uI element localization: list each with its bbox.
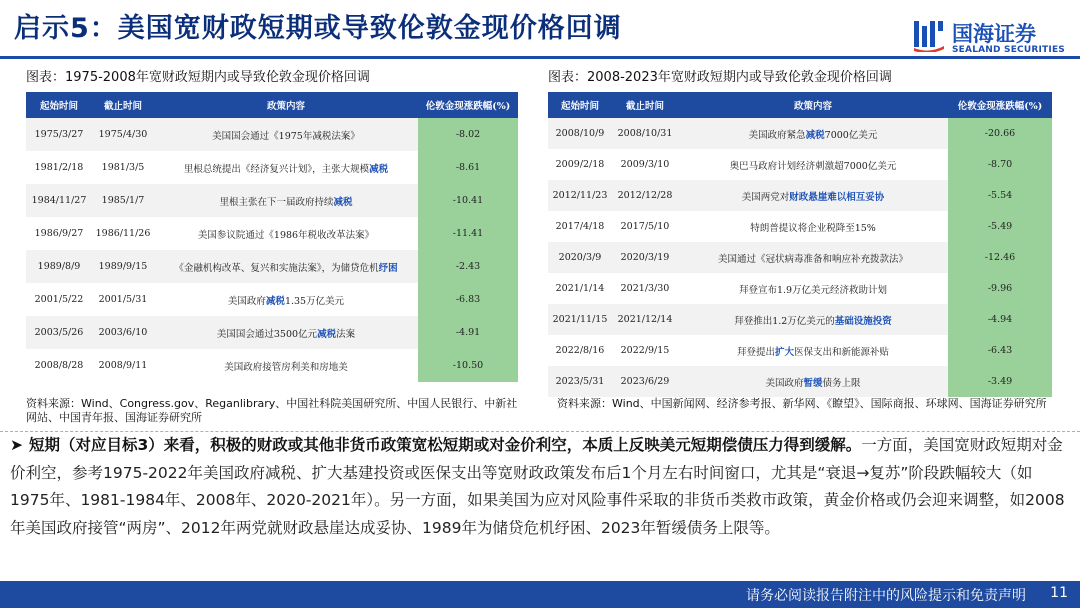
start-date-cell: 1984/11/27 — [26, 184, 92, 217]
col-start-date: 起始时间 — [548, 92, 612, 118]
policy-text: 7000亿美元 — [824, 129, 878, 141]
gold-change-cell: -20.66 — [948, 118, 1052, 149]
gold-change-cell: -4.91 — [418, 316, 518, 349]
policy-highlight: 暂缓 — [803, 377, 823, 389]
policy-highlight: 减税 — [265, 295, 285, 307]
end-date-cell: 2001/5/31 — [92, 283, 154, 316]
start-date-cell: 2003/5/26 — [26, 316, 92, 349]
lead-sentence: 短期（对应目标3）来看，积极的财政或其他非货币政策宽松短期或对金价利空，本质上反映美元短期偿债压力得到缓解。 — [29, 436, 862, 454]
table-row — [548, 180, 1052, 211]
gold-change-cell: -8.61 — [418, 151, 518, 184]
policy-text: 1.35万亿美元 — [284, 295, 345, 307]
logo-name-en: SEALAND SECURITIES — [952, 45, 1065, 55]
end-date-cell: 2003/6/10 — [92, 316, 154, 349]
end-date-cell: 2021/3/30 — [612, 273, 678, 304]
right-policy-table — [548, 92, 1052, 397]
policy-text: 《金融机构改革、复兴和实施法案》，为储贷危机 — [174, 262, 379, 274]
table-row — [548, 118, 1052, 149]
policy-text: 医保支出和新能源补贴 — [794, 346, 890, 358]
start-date-cell: 2017/4/18 — [548, 211, 612, 242]
table-header-row — [26, 92, 518, 118]
end-date-cell: 2021/12/14 — [612, 304, 678, 335]
policy-text: 美国政府 — [765, 377, 804, 389]
policy-highlight: 财政悬崖难以相互妥协 — [789, 191, 885, 203]
sealand-logo-icon — [912, 18, 946, 52]
policy-text: 美国通过《冠状病毒准备和响应补充拨款法》 — [717, 253, 908, 265]
policy-text: 里根总统提出《经济复兴计划》，主张大规模 — [183, 163, 370, 175]
end-date-cell: 1975/4/30 — [92, 118, 154, 151]
table-row — [26, 283, 518, 316]
policy-cell — [154, 118, 418, 151]
policy-text: 美国参议院通过《1986年税收改革法案》 — [197, 229, 375, 241]
gold-change-cell: -5.49 — [948, 211, 1052, 242]
col-policy: 政策内容 — [678, 92, 948, 118]
policy-highlight: 减税 — [369, 163, 389, 175]
end-date-cell: 1981/3/5 — [92, 151, 154, 184]
policy-text: 拜登推出1.2万亿美元的 — [734, 315, 835, 327]
body-text: 一方面，美国宽财政短期对金价利空，参考1975-2022年美国政府减税、扩大基建投资或医保支出等宽财政政策发布后1个月左右时间窗口，尤其是“衰退→复苏”阶段跌幅较大（如1975年、1981-1984年、2008年、2020-2021年）。另一方面，如果美国为应对风险事件采取的非货币类救市政策，黄金价格或仍会迎来调整，如2008年美国政府接管“两房”、2012年两党就财政悬崖达成妥协、1989年为储贷危机纾困、2023年暂缓债务上限等。 — [10, 436, 1065, 537]
left-policy-table — [26, 92, 518, 382]
col-policy: 政策内容 — [154, 92, 418, 118]
end-date-cell: 1985/1/7 — [92, 184, 154, 217]
gold-change-cell: -2.43 — [418, 250, 518, 283]
gold-change-cell: -5.54 — [948, 180, 1052, 211]
policy-cell — [154, 250, 418, 283]
table-row — [26, 250, 518, 283]
start-date-cell: 2020/3/9 — [548, 242, 612, 273]
policy-cell — [154, 184, 418, 217]
policy-text: 里根主张在下一届政府持续 — [219, 196, 334, 208]
table-row — [26, 118, 518, 151]
policy-cell — [678, 180, 948, 211]
policy-text: 债务上限 — [822, 377, 861, 389]
end-date-cell: 1986/11/26 — [92, 217, 154, 250]
policy-text: 特朗普提议将企业税降至15% — [750, 222, 876, 234]
policy-text: 法案 — [336, 328, 356, 340]
body-paragraph — [10, 432, 1070, 542]
start-date-cell: 2021/11/15 — [548, 304, 612, 335]
start-date-cell: 2008/10/9 — [548, 118, 612, 149]
end-date-cell: 2008/9/11 — [92, 349, 154, 382]
table-row — [26, 184, 518, 217]
end-date-cell: 2012/12/28 — [612, 180, 678, 211]
gold-change-cell: -11.41 — [418, 217, 518, 250]
start-date-cell: 1989/8/9 — [26, 250, 92, 283]
policy-cell — [678, 335, 948, 366]
policy-highlight: 减税 — [333, 196, 353, 208]
gold-change-cell: -12.46 — [948, 242, 1052, 273]
policy-text: 奥巴马政府计划经济刺激超7000亿美元 — [729, 160, 897, 172]
policy-cell — [678, 273, 948, 304]
end-date-cell: 2023/6/29 — [612, 366, 678, 397]
start-date-cell: 2012/11/23 — [548, 180, 612, 211]
policy-cell — [154, 349, 418, 382]
gold-change-cell: -10.41 — [418, 184, 518, 217]
table-row — [548, 273, 1052, 304]
table-row — [548, 304, 1052, 335]
gold-change-cell: -9.96 — [948, 273, 1052, 304]
brand-logo — [912, 18, 1072, 58]
header-rule — [0, 56, 1080, 59]
policy-cell — [678, 118, 948, 149]
end-date-cell: 2008/10/31 — [612, 118, 678, 149]
left-source-note: 资料来源：Wind、Congress.gov、Reganlibrary、中国社科院美国研究所、中国人民银行、中新社网站、中国青年报、国海证券研究所 — [26, 397, 518, 424]
start-date-cell: 2001/5/22 — [26, 283, 92, 316]
policy-text: 美国政府紧急 — [748, 129, 806, 141]
col-gold-change: 伦敦金现涨跌幅(%) — [418, 92, 518, 118]
end-date-cell: 2022/9/15 — [612, 335, 678, 366]
end-date-cell: 2017/5/10 — [612, 211, 678, 242]
start-date-cell: 2008/8/28 — [26, 349, 92, 382]
table-row — [26, 151, 518, 184]
table-row — [26, 349, 518, 382]
start-date-cell: 1981/2/18 — [26, 151, 92, 184]
logo-name-cn: 国海证券 — [952, 22, 1036, 46]
start-date-cell: 1975/3/27 — [26, 118, 92, 151]
footer-bar — [0, 581, 1080, 608]
policy-text: 拜登宣布1.9万亿美元经济救助计划 — [738, 284, 888, 296]
col-end-date: 截止时间 — [92, 92, 154, 118]
col-end-date: 截止时间 — [612, 92, 678, 118]
policy-text: 拜登提出 — [736, 346, 775, 358]
gold-change-cell: -4.94 — [948, 304, 1052, 335]
col-start-date: 起始时间 — [26, 92, 92, 118]
policy-text: 美国两党对 — [741, 191, 790, 203]
table-row — [26, 316, 518, 349]
policy-highlight: 基础设施投资 — [834, 315, 892, 327]
policy-cell — [154, 316, 418, 349]
start-date-cell: 2021/1/14 — [548, 273, 612, 304]
table-row — [548, 149, 1052, 180]
policy-highlight: 纾困 — [378, 262, 398, 274]
start-date-cell: 1986/9/27 — [26, 217, 92, 250]
gold-change-cell: -10.50 — [418, 349, 518, 382]
table-row — [548, 242, 1052, 273]
table-row — [26, 217, 518, 250]
policy-cell — [678, 211, 948, 242]
policy-cell — [678, 149, 948, 180]
end-date-cell: 1989/9/15 — [92, 250, 154, 283]
policy-highlight: 扩大 — [774, 346, 794, 358]
start-date-cell: 2009/2/18 — [548, 149, 612, 180]
table-header-row — [548, 92, 1052, 118]
gold-change-cell: -8.70 — [948, 149, 1052, 180]
policy-cell — [154, 151, 418, 184]
right-figure-caption: 图表：2008-2023年宽财政短期内或导致伦敦金现价格回调 — [548, 70, 892, 85]
policy-highlight: 减税 — [317, 328, 337, 340]
left-figure-caption: 图表：1975-2008年宽财政短期内或导致伦敦金现价格回调 — [26, 70, 370, 85]
right-source-note: 资料来源：Wind、中国新闻网、经济参考报、新华网、《瞭望》、国际商报、环球网、国海证券研究所 — [557, 397, 1047, 410]
policy-text: 美国国会通过3500亿元 — [216, 328, 318, 340]
policy-cell — [678, 242, 948, 273]
page-number: 11 — [1050, 585, 1068, 601]
policy-cell — [678, 366, 948, 397]
policy-text: 美国政府接管房利美和房地美 — [224, 361, 348, 373]
gold-change-cell: -8.02 — [418, 118, 518, 151]
table-row — [548, 211, 1052, 242]
gold-change-cell: -3.49 — [948, 366, 1052, 397]
table-row — [548, 366, 1052, 397]
policy-text: 美国政府 — [227, 295, 266, 307]
end-date-cell: 2020/3/19 — [612, 242, 678, 273]
start-date-cell: 2022/8/16 — [548, 335, 612, 366]
gold-change-cell: -6.43 — [948, 335, 1052, 366]
bullet-arrow-icon: ➤ — [10, 436, 23, 454]
policy-cell — [678, 304, 948, 335]
table-row — [548, 335, 1052, 366]
policy-cell — [154, 217, 418, 250]
disclaimer-note: 请务必阅读报告附注中的风险提示和免责声明 — [746, 588, 1026, 604]
start-date-cell: 2023/5/31 — [548, 366, 612, 397]
policy-highlight: 减税 — [805, 129, 825, 141]
policy-cell — [154, 283, 418, 316]
col-gold-change: 伦敦金现涨跌幅(%) — [948, 92, 1052, 118]
gold-change-cell: -6.83 — [418, 283, 518, 316]
page-title: 启示5：美国宽财政短期或导致伦敦金现价格回调 — [14, 13, 622, 44]
end-date-cell: 2009/3/10 — [612, 149, 678, 180]
policy-text: 美国国会通过《1975年减税法案》 — [212, 130, 360, 142]
